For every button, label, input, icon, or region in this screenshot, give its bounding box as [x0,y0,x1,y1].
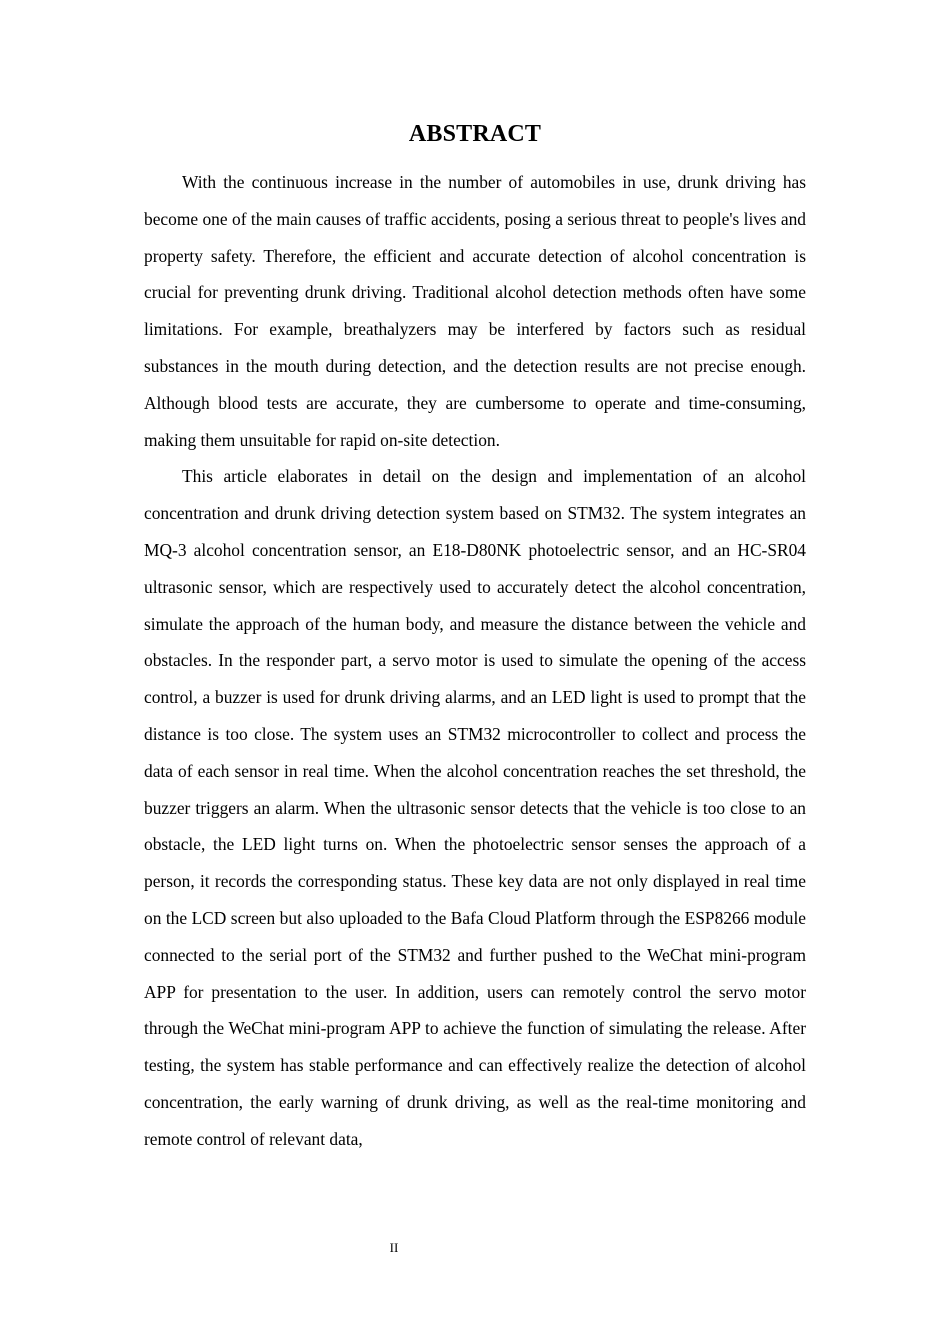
abstract-paragraph-1: With the continuous increase in the number of automobiles in use, drunk driving has become one of the main causes of traffic accidents, posing a serious threat to people's lives and property safety. Therefore, the efficient and accurate detection of alcohol concentration is crucial for preventing drunk driving. Traditional alcohol detection methods often have some limitations. For example, breathalyzers may be interfered by factors such as residual substances in the mouth during detection, and the detection results are not precise enough. Although blood tests are accurate, they are cumbersome to operate and time-consuming, making them unsuitable for rapid on-site detection. [144,172,806,450]
abstract-heading: ABSTRACT [408,121,542,147]
page-number: II [389,1240,399,1255]
abstract-body [144,164,806,1158]
abstract-paragraph-2: This article elaborates in detail on the design and implementation of an alcohol concentration and drunk driving detection system based on STM32. The system integrates an MQ-3 alcohol concentration sensor, an E18-D80NK photoelectric sensor, and an HC-SR04 ultrasonic sensor, which are respectively used to accurately detect the alcohol concentration, simulate the approach of the human body, and measure the distance between the vehicle and obstacles. In the responder part, a servo motor is used to simulate the opening of the access control, a buzzer is used for drunk driving alarms, and an LED light is used to prompt that the distance is too close. The system uses an STM32 microcontroller to collect and process the data of each sensor in real time. When the alcohol concentration reaches the set threshold, the buzzer triggers an alarm. When the ultrasonic sensor detects that the vehicle is too close to an obstacle, the LED light turns on. When the photoelectric sensor senses the approach of a person, it records the corresponding status. These key data are not only displayed in real time on the LCD screen but also uploaded to the Bafa Cloud Platform through the ESP8266 module connected to the serial port of the STM32 and further pushed to the WeChat mini-program APP for presentation to the user. In addition, users can remotely control the servo motor through the WeChat mini-program APP to achieve the function of simulating the release. After testing, the system has stable performance and can effectively realize the detection of alcohol concentration, the early warning of drunk driving, as well as the real-time monitoring and remote control of relevant data, [144,466,806,1149]
